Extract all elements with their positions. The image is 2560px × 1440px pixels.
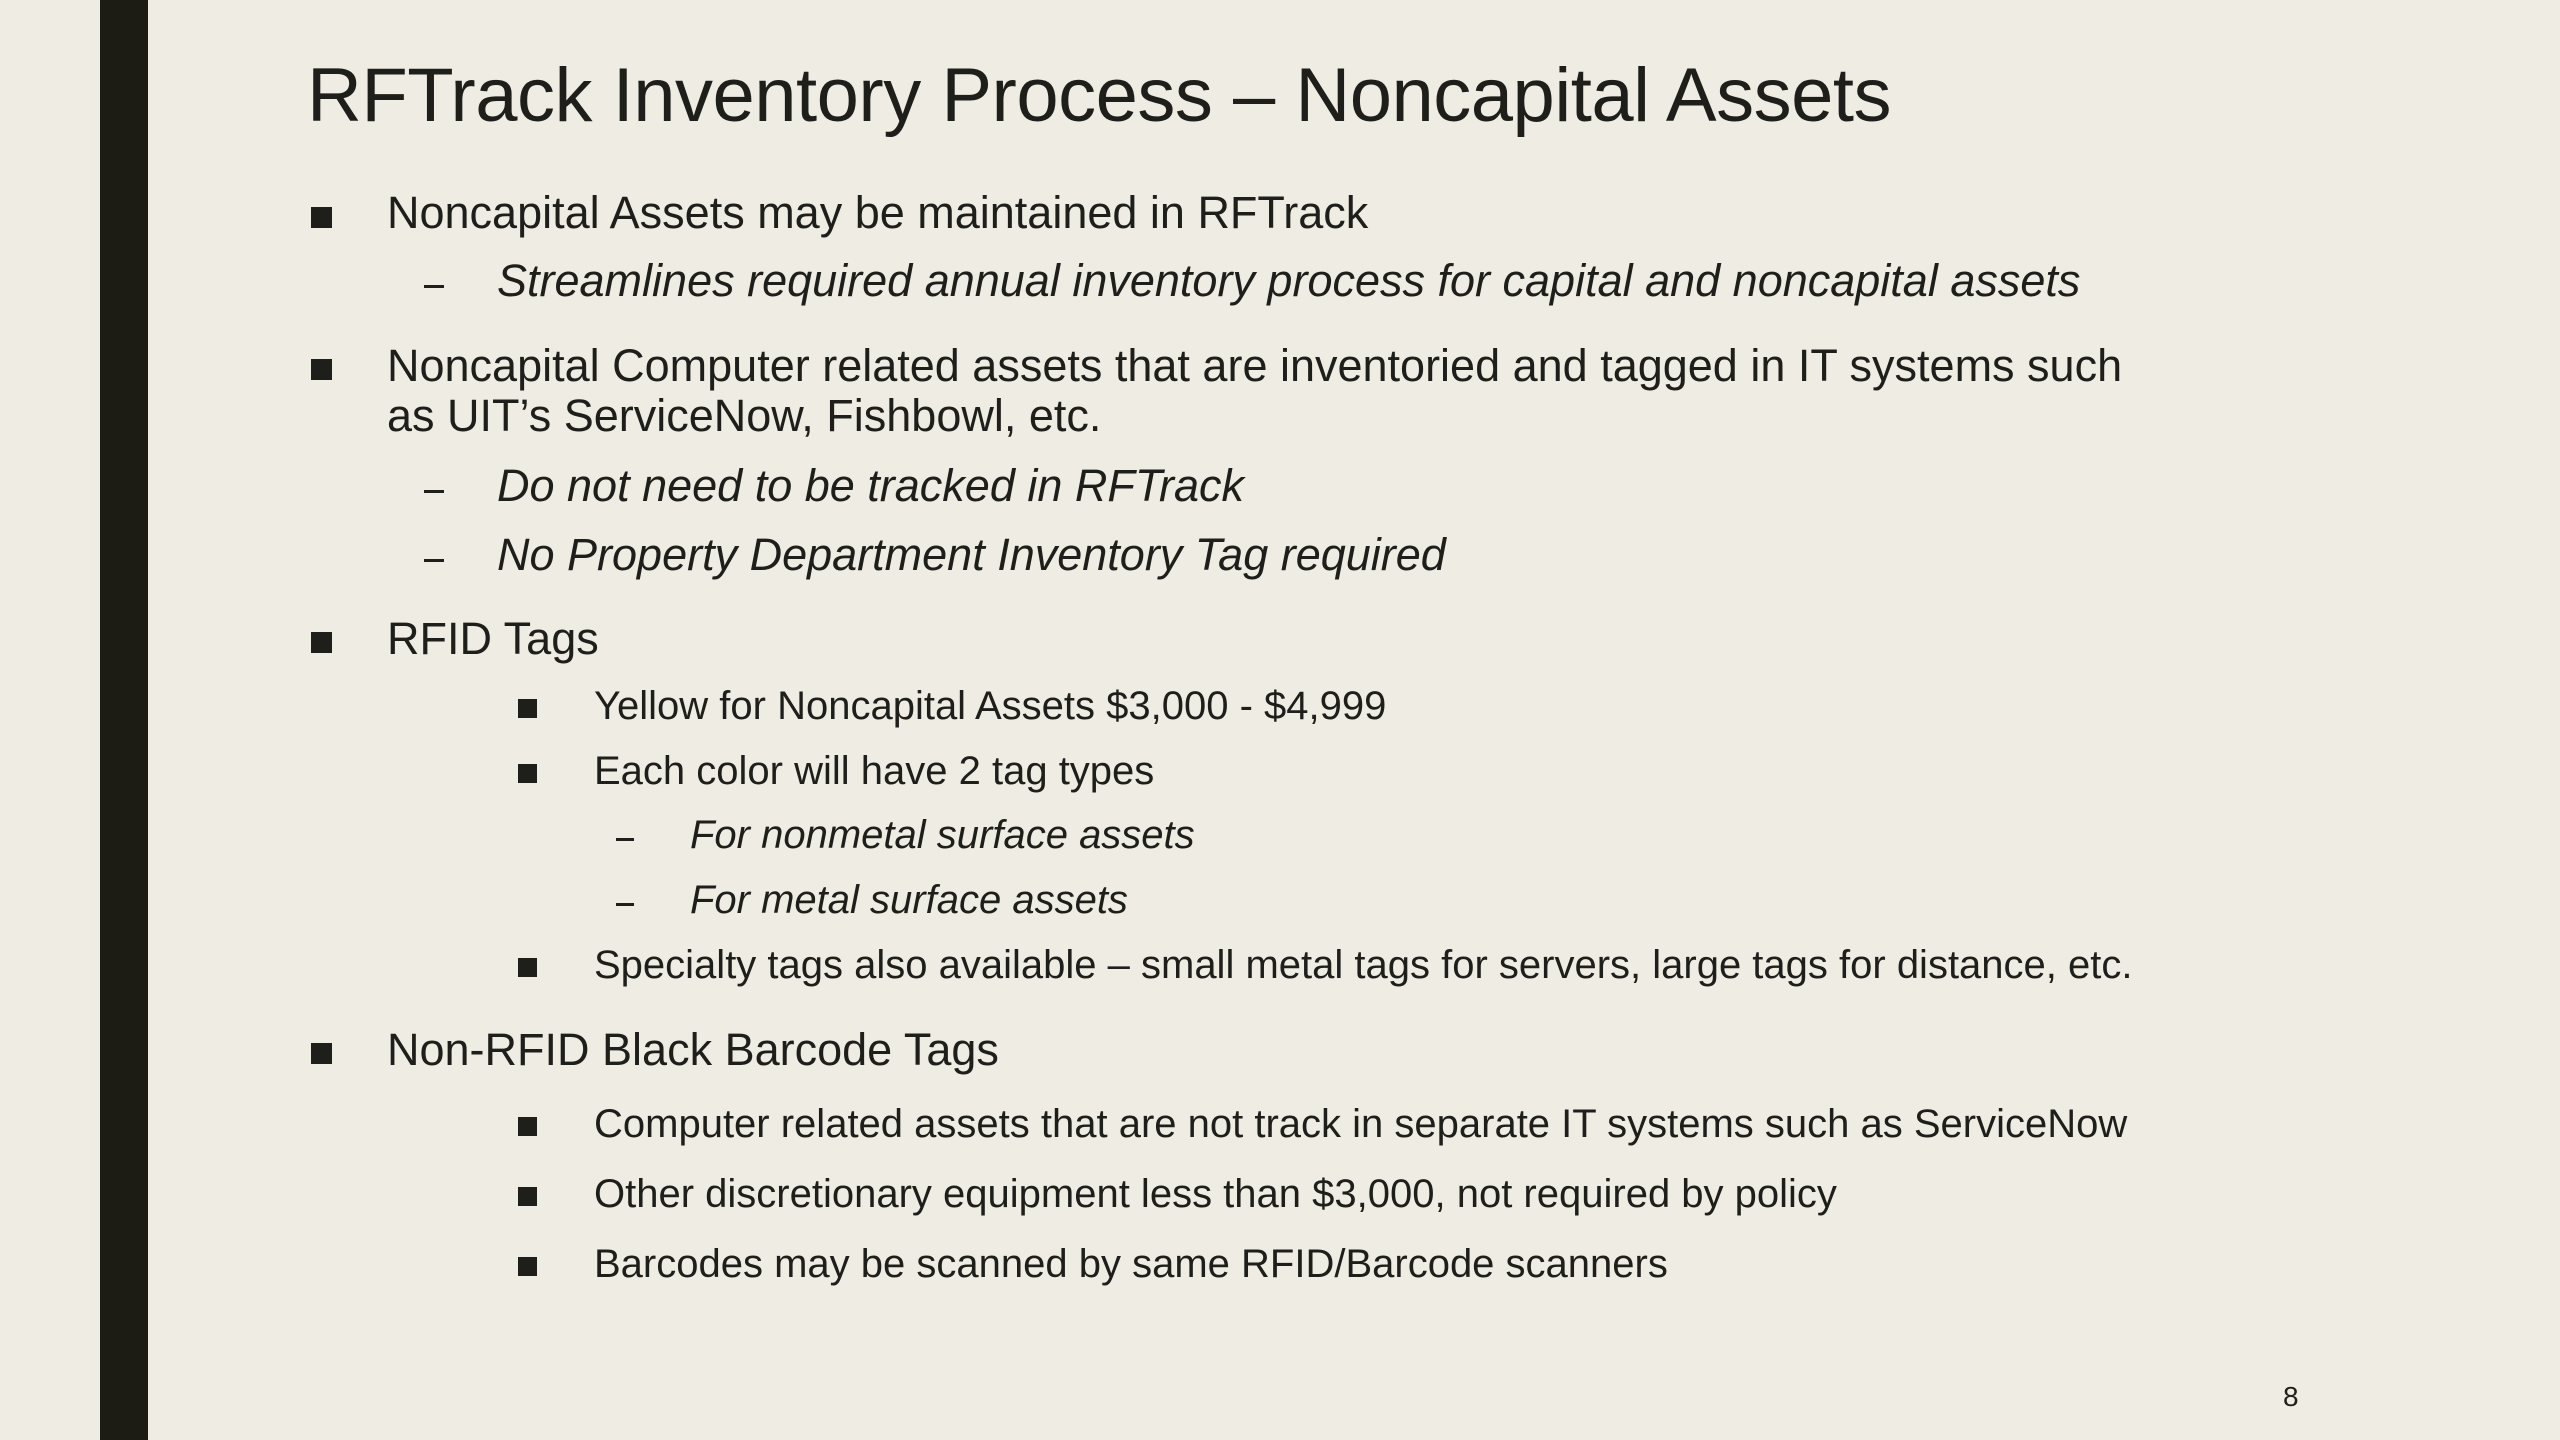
dash-icon — [616, 903, 634, 906]
bullet-square-icon — [518, 699, 537, 718]
item-discretionary: Other discretionary equipment less than $3,000, not required by policy — [594, 1172, 1837, 1216]
bullet-square-icon — [518, 958, 537, 977]
bullet-square-icon — [311, 359, 332, 380]
item-tag-types: Each color will have 2 tag types — [594, 749, 1155, 793]
bullet-computer-assets-line1: Noncapital Computer related assets that are inventoried and tagged in IT systems such — [387, 340, 2123, 391]
bullet-square-icon — [311, 207, 332, 228]
dash-icon — [424, 285, 444, 288]
sub-bullet-streamlines: Streamlines required annual inventory process for capital and noncapital assets — [497, 255, 2081, 306]
sub-item-metal: For metal surface assets — [690, 878, 1128, 922]
bullet-rfid-tags: RFID Tags — [387, 613, 599, 664]
dash-icon — [424, 490, 444, 493]
dash-icon — [424, 559, 444, 562]
bullet-square-icon — [518, 1257, 537, 1276]
dash-icon — [616, 838, 634, 841]
item-specialty-tags: Specialty tags also available – small metal tags for servers, large tags for distance, etc. — [594, 943, 2133, 987]
sub-bullet-no-tag: No Property Department Inventory Tag required — [497, 529, 1446, 580]
bullet-square-icon — [311, 632, 332, 653]
slide-title: RFTrack Inventory Process – Noncapital Assets — [307, 53, 1891, 138]
sub-bullet-not-tracked: Do not need to be tracked in RFTrack — [497, 460, 1245, 511]
bullet-square-icon — [518, 1117, 537, 1136]
item-barcode-scanners: Barcodes may be scanned by same RFID/Barcode scanners — [594, 1242, 1668, 1286]
sub-item-nonmetal: For nonmetal surface assets — [690, 813, 1195, 857]
bullet-barcode-tags: Non-RFID Black Barcode Tags — [387, 1024, 999, 1075]
bullet-square-icon — [518, 1187, 537, 1206]
item-computer-assets: Computer related assets that are not track in separate IT systems such as ServiceNow — [594, 1102, 2128, 1146]
bullet-noncapital-assets: Noncapital Assets may be maintained in RFTrack — [387, 187, 1369, 238]
page-number: 8 — [2283, 1381, 2299, 1412]
item-yellow-tags: Yellow for Noncapital Assets $3,000 - $4,999 — [594, 684, 1387, 728]
bullet-square-icon — [311, 1043, 332, 1064]
accent-bar — [100, 0, 148, 1440]
bullet-computer-assets-line2: as UIT’s ServiceNow, Fishbowl, etc. — [387, 390, 1102, 441]
bullet-square-icon — [518, 764, 537, 783]
